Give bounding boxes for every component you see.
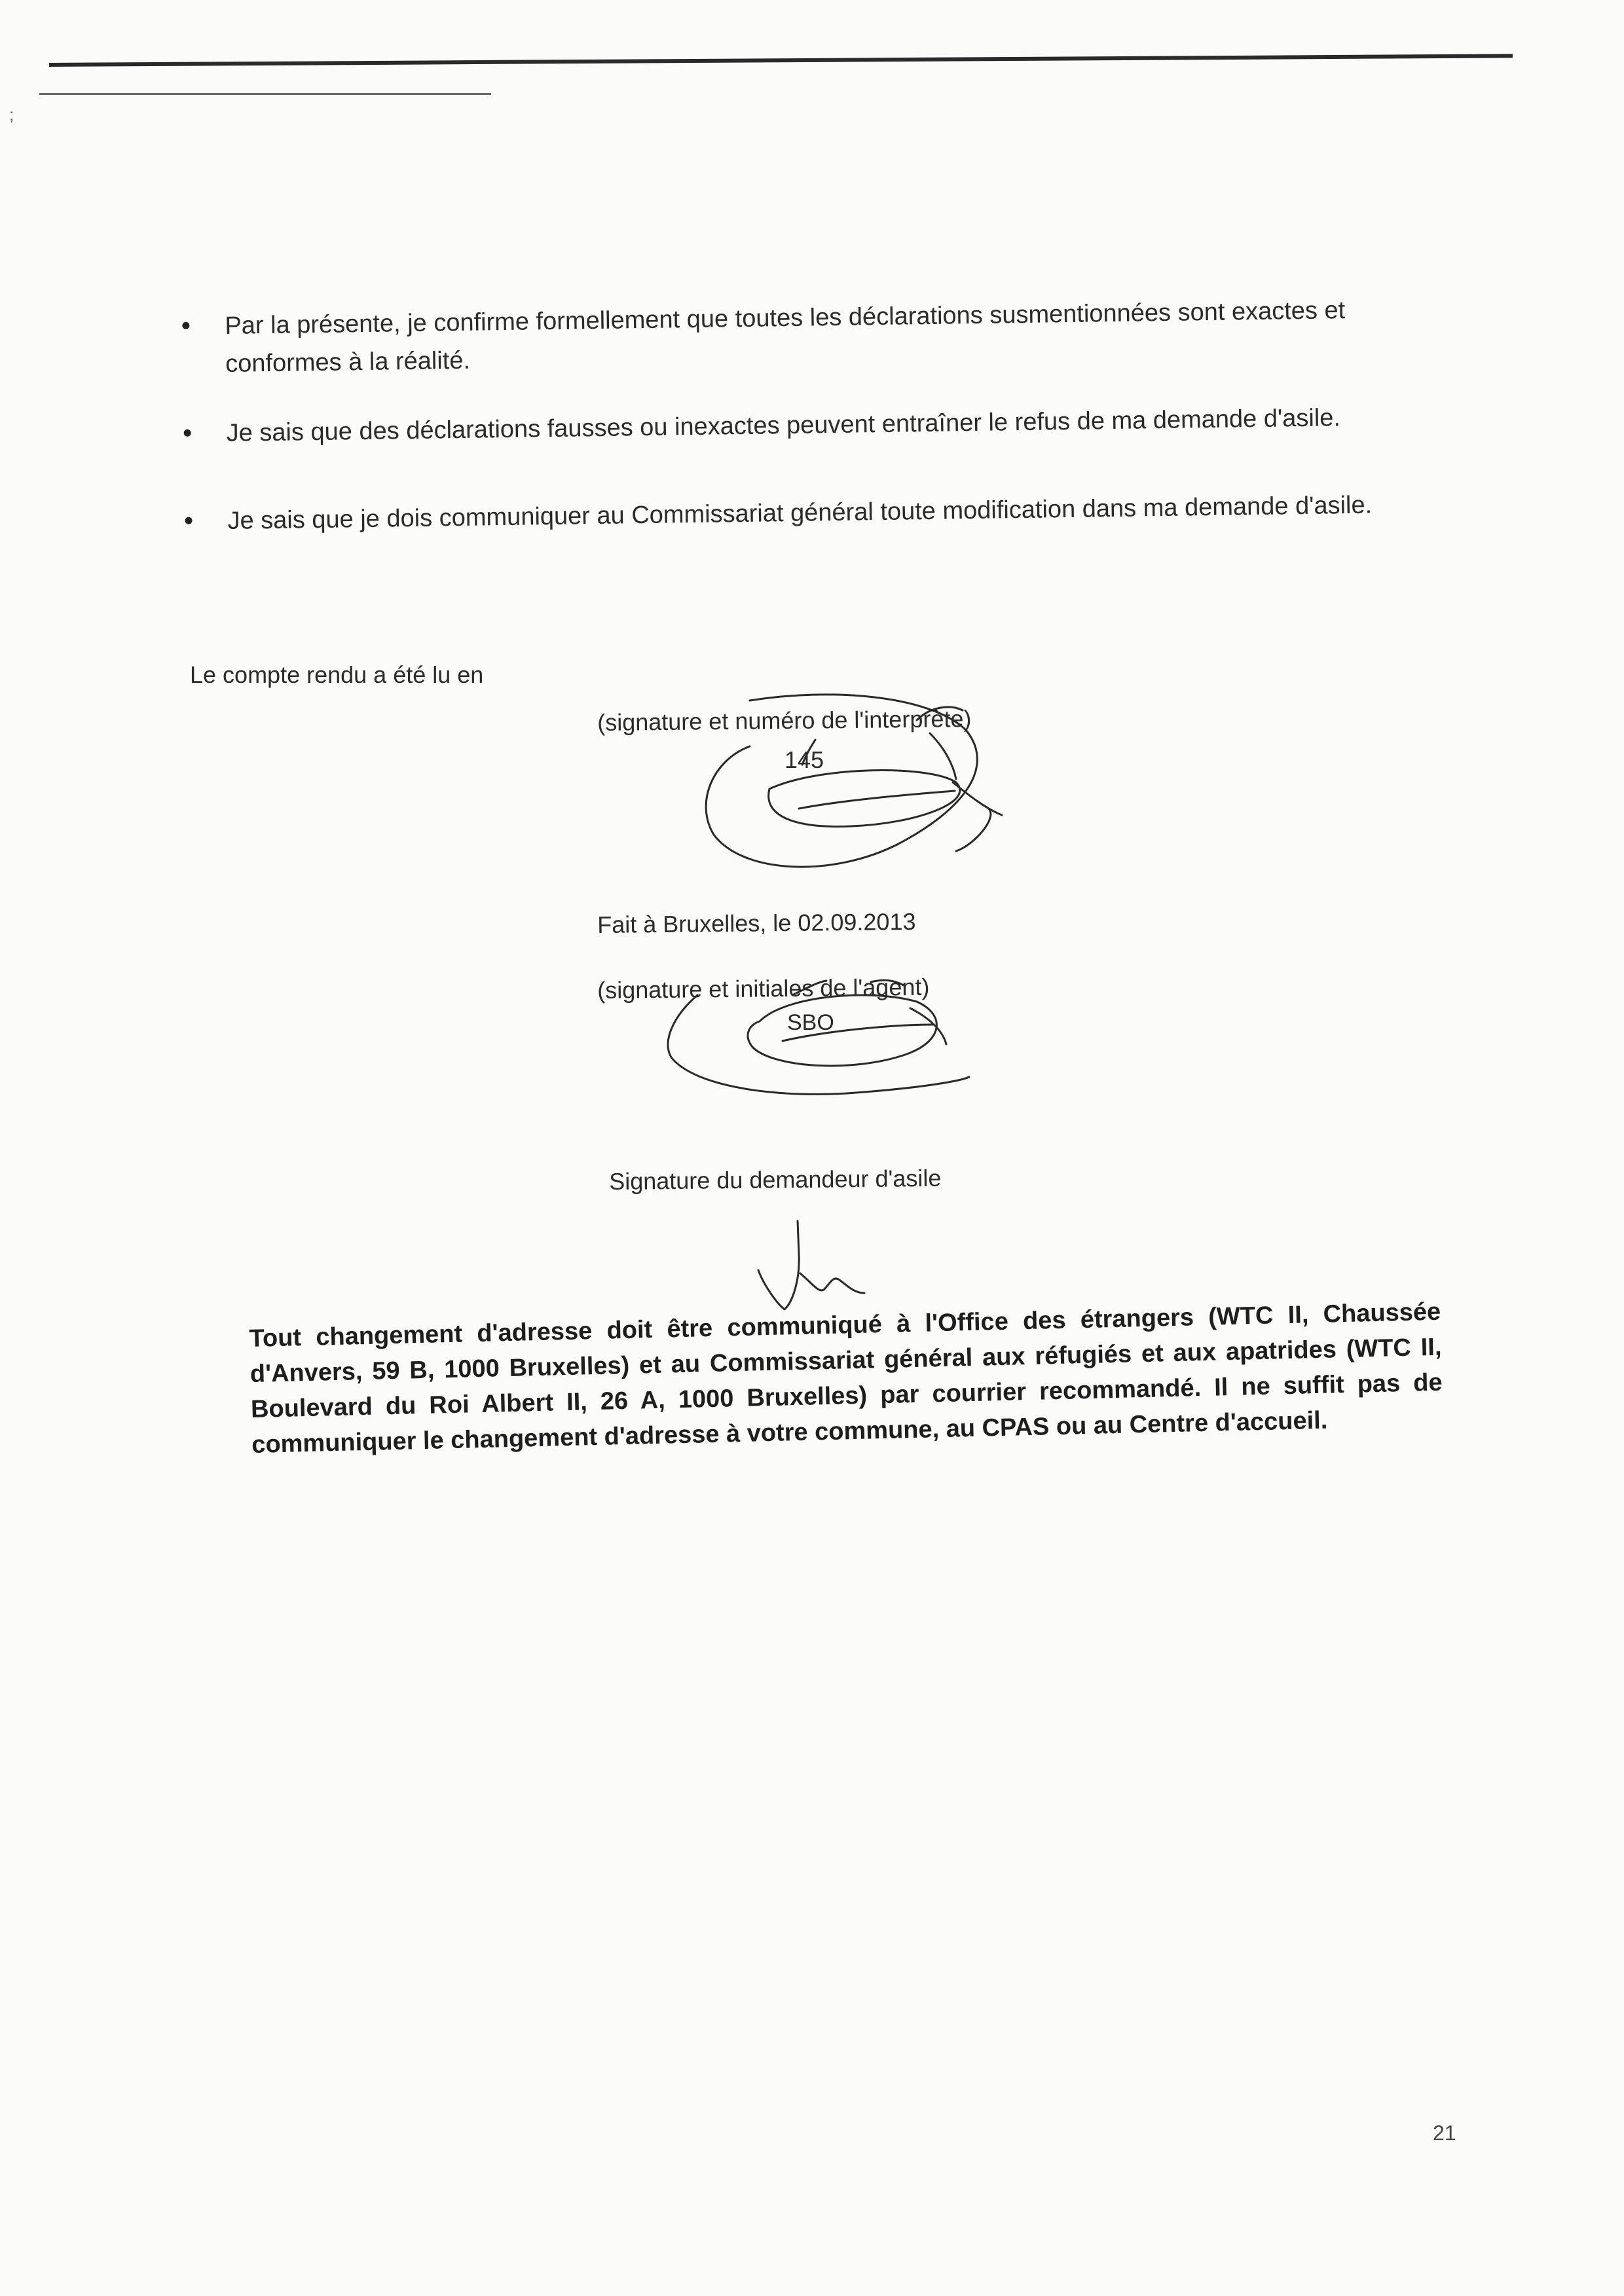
declaration-item <box>175 291 1407 384</box>
declaration-item <box>178 486 1410 541</box>
applicant-signature-label: Signature du demandeur d'asile <box>609 1164 942 1195</box>
edge-mark: ; <box>9 105 14 124</box>
bullet-icon <box>184 429 191 437</box>
declaration-item <box>177 398 1409 453</box>
read-in-language: Le compte rendu a été lu en <box>190 661 484 688</box>
declaration-text: Par la présente, je confirme formellement que toutes les déclarations susmentionnées sont exactes et conformes à la réalité. <box>225 297 1346 378</box>
bullet-icon <box>185 517 192 524</box>
top-rule <box>49 54 1513 67</box>
place-and-date: Fait à Bruxelles, le 02.09.2013 <box>597 907 916 938</box>
bullet-icon <box>182 322 189 329</box>
agent-initials: SBO <box>787 1010 834 1035</box>
page-number: 21 <box>1433 2121 1456 2145</box>
applicant-signature <box>758 1221 864 1309</box>
interpreter-number: 145 <box>784 746 824 773</box>
declaration-text: Je sais que des déclarations fausses ou inexactes peuvent entraîner le refus de ma demande d'asile. <box>226 404 1341 447</box>
declaration-text: Je sais que je dois communiquer au Commissariat général toute modification dans ma demande d'asile. <box>227 491 1373 535</box>
interpreter-signature-label: (signature et numéro de l'interprète) <box>597 705 972 736</box>
top-rule-thin <box>39 93 491 95</box>
address-change-notice: Tout changement d'adresse doit être communiqué à l'Office des étrangers (WTC II, Chaussée d'Anvers, 59 B, 1000 Bruxelles) et au Commissariat général aux réfugiés et aux apatrides (WTC II, Boulevard du Roi Albert II, 26 A, 1000 Bruxelles) par courrier recommandé. Il ne suffit pas de communiquer le changement d'adresse à votre commune, au CPAS ou au Centre d'accueil. <box>249 1298 1443 1459</box>
agent-signature-label: (signature et initiales de l'agent) <box>597 973 930 1004</box>
declaration-list <box>175 291 1411 591</box>
